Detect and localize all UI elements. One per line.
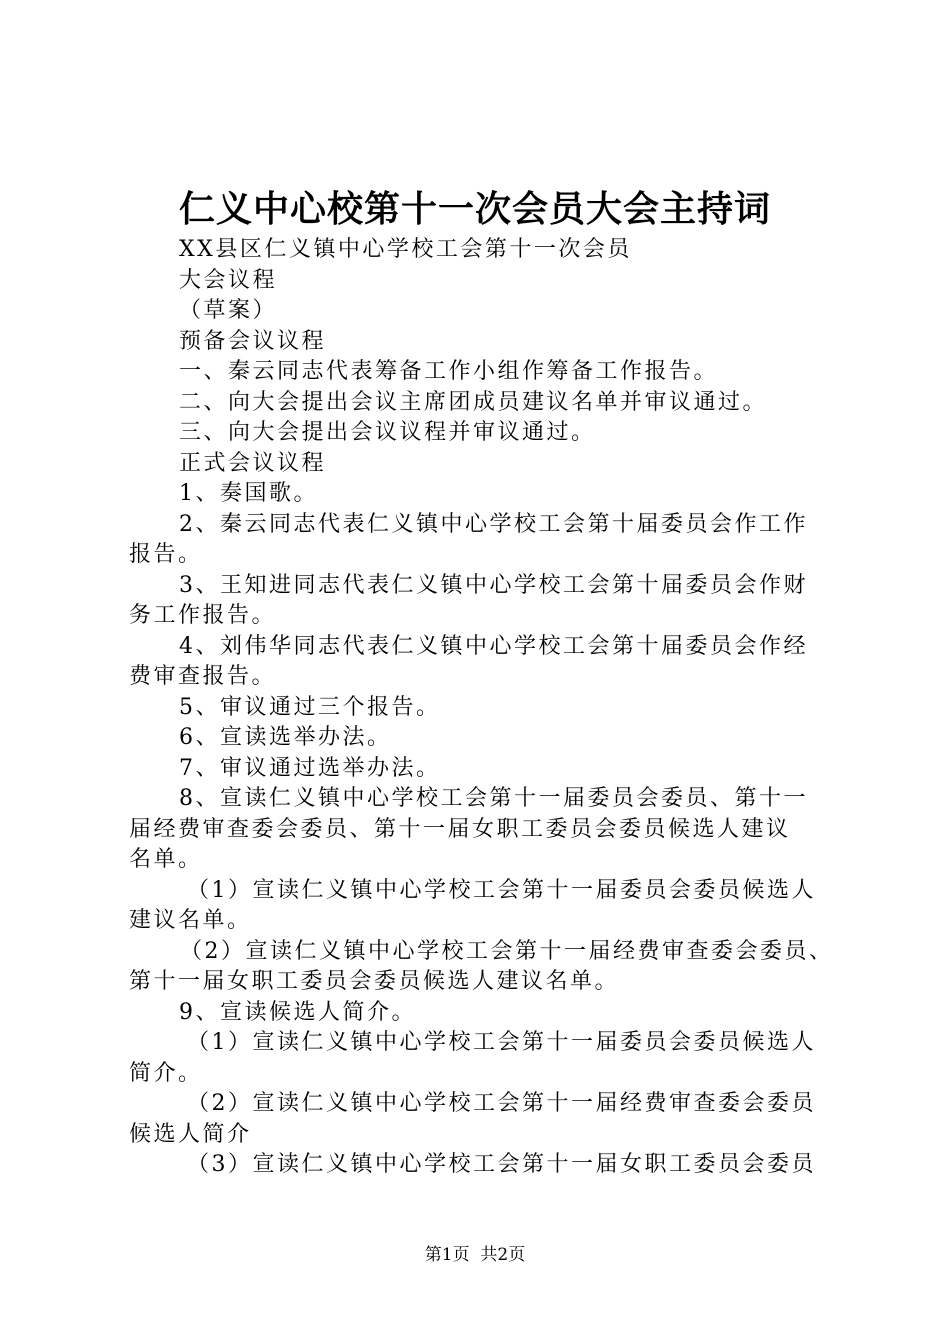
- paragraph-line: 届经费审查委会委员、第十一届女职工委员会委员候选人建议: [129, 816, 791, 842]
- paragraph-line: （2）宣读仁义镇中心学校工会第十一届经费审查委会委员、: [180, 938, 834, 964]
- paragraph-line: 正式会议议程: [179, 450, 327, 476]
- paragraph-line: 2、秦云同志代表仁义镇中心学校工会第十届委员会作工作: [179, 511, 808, 537]
- paragraph-line: 1、奏国歌。: [179, 481, 318, 506]
- paragraph-line: 大会议程: [179, 267, 278, 293]
- paragraph-line: 预备会议议程: [179, 328, 327, 354]
- paragraph-line: XX县区仁义镇中心学校工会第十一次会员: [179, 237, 632, 262]
- paragraph-line: （草案）: [179, 298, 278, 323]
- paragraph-line: 简介。: [129, 1060, 203, 1086]
- paragraph-line: （3）宣读仁义镇中心学校工会第十一届女职工委员会委员: [187, 1152, 816, 1177]
- paragraph-line: 7、审议通过选举办法。: [179, 755, 441, 781]
- paragraph-line: 第十一届女职工委员会委员候选人建议名单。: [129, 969, 620, 994]
- paragraph-line: 费审查报告。: [129, 664, 277, 689]
- paragraph-line: 二、向大会提出会议主席团成员建议名单并审议通过。: [179, 389, 768, 415]
- page-number-current: 第1页: [424, 1245, 470, 1265]
- paragraph-line: 名单。: [129, 847, 203, 872]
- footer-separator: [470, 1245, 481, 1265]
- page-number-total: 共2页: [480, 1245, 526, 1265]
- paragraph-line: 建议名单。: [129, 908, 252, 933]
- paragraph-line: （1）宣读仁义镇中心学校工会第十一届委员会委员候选人: [187, 877, 816, 903]
- paragraph-line: 9、宣读候选人简介。: [179, 999, 416, 1025]
- paragraph-line: 8、宣读仁义镇中心学校工会第十一届委员会委员、第十一: [179, 786, 808, 811]
- paragraph-line: 3、王知进同志代表仁义镇中心学校工会第十届委员会作财: [179, 572, 808, 598]
- paragraph-line: （1）宣读仁义镇中心学校工会第十一届委员会委员候选人: [187, 1030, 816, 1055]
- document-title: 仁义中心校第十一次会员大会主持词: [178, 188, 771, 230]
- paragraph-line: （2）宣读仁义镇中心学校工会第十一届经费审查委会委员: [187, 1091, 816, 1116]
- paragraph-line: 候选人简介: [129, 1121, 252, 1147]
- paragraph-line: 三、向大会提出会议议程并审议通过。: [179, 420, 596, 445]
- page-footer: [0, 1243, 950, 1267]
- paragraph-line: 一、秦云同志代表筹备工作小组作筹备工作报告。: [179, 359, 719, 384]
- paragraph-line: 报告。: [129, 542, 203, 567]
- paragraph-line: 4、刘伟华同志代表仁义镇中心学校工会第十届委员会作经: [179, 633, 808, 659]
- document-body: [129, 235, 849, 1181]
- paragraph-line: 5、审议通过三个报告。: [179, 694, 441, 720]
- paragraph-line: 务工作报告。: [129, 603, 277, 628]
- paragraph-line: 6、宣读选举办法。: [179, 725, 392, 750]
